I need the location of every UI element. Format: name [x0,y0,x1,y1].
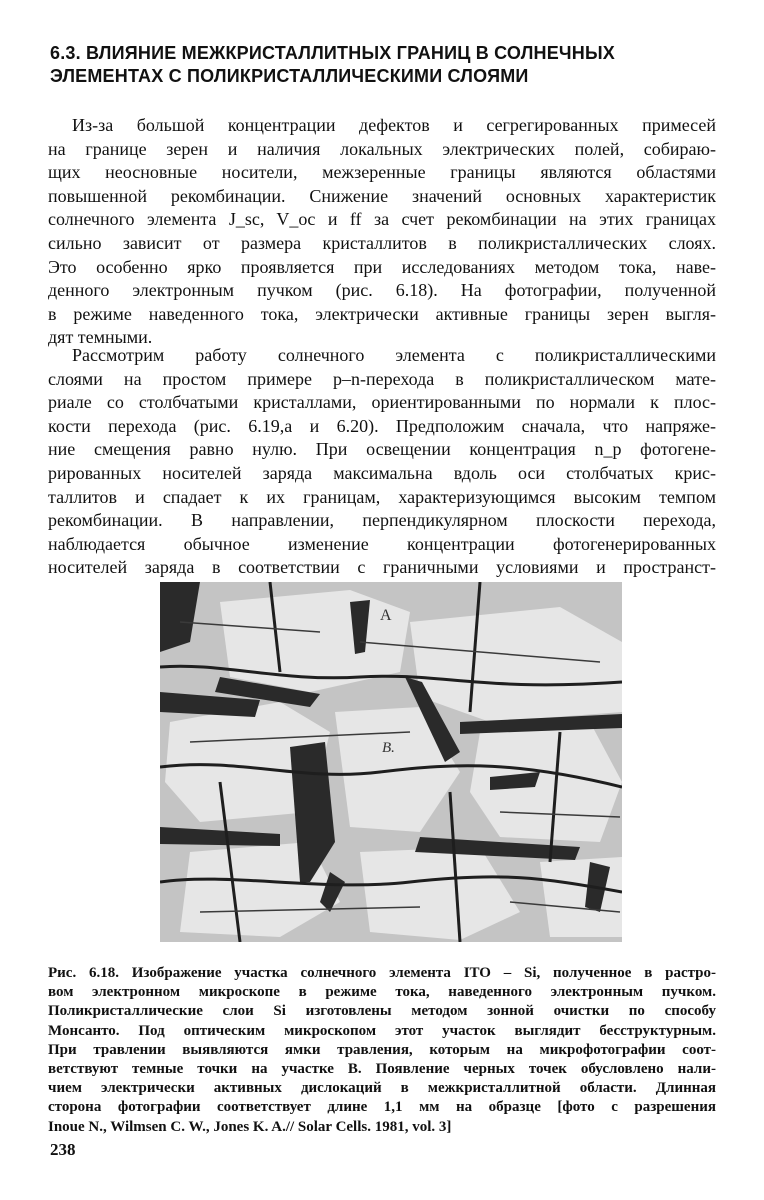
text-line: наблюдается обычное изменение концентрации фотогенерированных [48,533,716,554]
paragraph-1 [48,114,716,350]
text-line: носителей заряда в соответствии с граничными условиями и пространст- [48,557,716,578]
section-heading [50,42,730,88]
text-line: денного электронным пучком (рис. 6.18). На фотографии, полученной [48,280,716,301]
text-line: рекомбинации. В направлении, перпендикулярном плоскости перехода, [48,510,716,531]
text-line: ние смещения равно нулю. При освещении концентрация n_p фотогене- [48,439,716,460]
text-line: Рассмотрим работу солнечного элемента с поликристаллическими [72,345,716,365]
caption-line: Inoue N., Wilmsen C. W., Jones K. A.// Solar Cells. 1981, vol. 3] [48,1118,452,1135]
text-line: Из-за большой концентрации дефектов и сегрегированных примесей [72,115,716,135]
micrograph-image [160,582,622,942]
text-line: Это особенно ярко проявляется при исследованиях методом тока, наве- [48,256,716,277]
text-line: в режиме наведенного тока, электрически активные границы зерен выгля- [48,303,716,324]
text-line: на границе зерен и наличия локальных электрических полей, собираю- [48,138,716,159]
page-number: 238 [50,1140,76,1159]
caption-line: Рис. 6.18. Изображение участка солнечного элемента ITO – Si, полученное в растро- [48,965,716,981]
text-line: кости перехода (рис. 6.19,а и 6.20). Предположим сначала, что напряже- [48,415,716,436]
label-b: B. [382,740,395,756]
text-line: дят темными. [48,327,153,348]
caption-line: вом электронном микроскопе в режиме тока, наведенного электронным пучком. [48,984,716,1001]
text-line: сильно зависит от размера кристаллитов в поликристаллических слоях. [48,232,716,253]
text-line: рированных носителей заряда максимальна вдоль оси столбчатых крис- [48,462,716,483]
text-line: слоями на простом примере p–n-перехода в поликристаллическом мате- [48,368,716,389]
heading-line-2: ЭЛЕМЕНТАХ С ПОЛИКРИСТАЛЛИЧЕСКИМИ СЛОЯМИ [50,66,529,86]
figure-caption [48,964,716,1137]
caption-line: сторона фотографии соответствует длине 1,1 мм на образце [фото с разрешения [48,1099,716,1116]
heading-line-1: 6.3. ВЛИЯНИЕ МЕЖКРИСТАЛЛИТНЫХ ГРАНИЦ В СОЛНЕЧНЫХ [50,43,615,63]
text-line: повышенной рекомбинации. Снижение значений основных характеристик [48,185,716,206]
caption-line: чием электрически активных дислокаций в межкристаллитной области. Длинная [48,1080,716,1097]
sem-micrograph-figure [160,582,622,942]
paragraph-2 [48,344,716,580]
text-line: риале со столбчатыми кристаллами, ориентированными по нормали к плос- [48,392,716,413]
text-line: щих неосновные носители, межзеренные границы являются областями [48,162,716,183]
caption-line: При травлении выявляются ямки травления, которым на микрофотографии соот- [48,1041,716,1058]
caption-line: Монсанто. Под оптическим микроскопом этот участок выглядит бесструктурным. [48,1022,716,1039]
text-line: таллитов и спадает к их границам, характеризующимся высоким темпом [48,486,716,507]
caption-line: Поликристаллические слои Si изготовлены методом зонной очистки по способу [48,1003,716,1020]
label-a: A [380,607,392,624]
text-line: солнечного элемента J_sc, V_oc и ff за счет рекомбинации на этих границах [48,209,716,230]
caption-line: ветствуют темные точки на участке B. Появление черных точек обусловлено нали- [48,1061,716,1078]
